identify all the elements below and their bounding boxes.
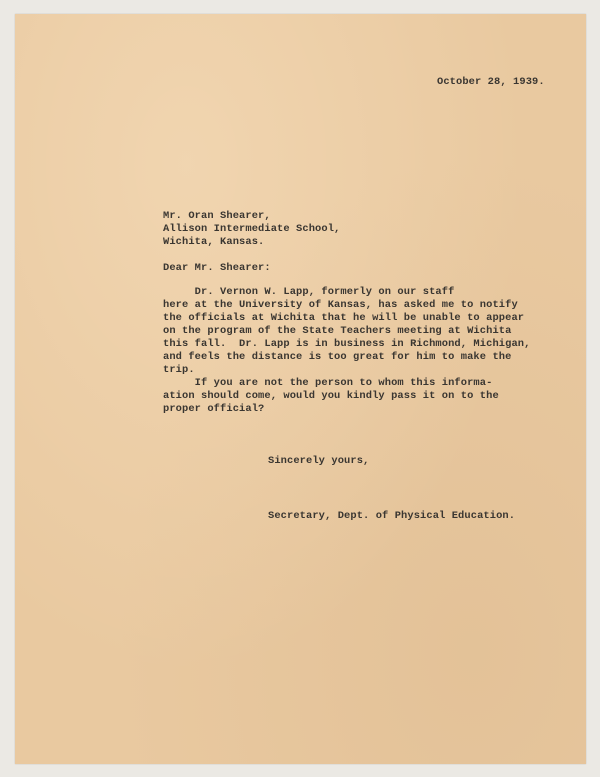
paragraph2-line: proper official? — [163, 403, 265, 415]
closing: Sincerely yours, — [268, 455, 370, 467]
paragraph1-line: this fall. Dr. Lapp is in business in Richmond, Michigan, — [163, 338, 531, 350]
signature-block: Secretary, Dept. of Physical Education. — [268, 510, 516, 522]
paragraph1-line: trip. — [163, 364, 195, 376]
salutation: Dear Mr. Shearer: — [163, 262, 271, 274]
paragraph1-line: and feels the distance is too great for him to make the — [163, 351, 512, 363]
paragraph1-line: on the program of the State Teachers meeting at Wichita — [163, 325, 512, 337]
paragraph1-line: Dr. Vernon W. Lapp, formerly on our staff — [163, 286, 455, 298]
paragraph2-line: ation should come, would you kindly pass it on to the — [163, 390, 499, 402]
recipient-name: Mr. Oran Shearer, — [163, 210, 271, 222]
paragraph2-line: If you are not the person to whom this informa- — [163, 377, 493, 389]
letter-date: October 28, 1939. — [437, 76, 545, 88]
paragraph1-line: here at the University of Kansas, has asked me to notify — [163, 299, 518, 311]
paragraph1-line: the officials at Wichita that he will be unable to appear — [163, 312, 525, 324]
recipient-city: Wichita, Kansas. — [163, 236, 265, 248]
recipient-school: Allison Intermediate School, — [163, 223, 341, 235]
